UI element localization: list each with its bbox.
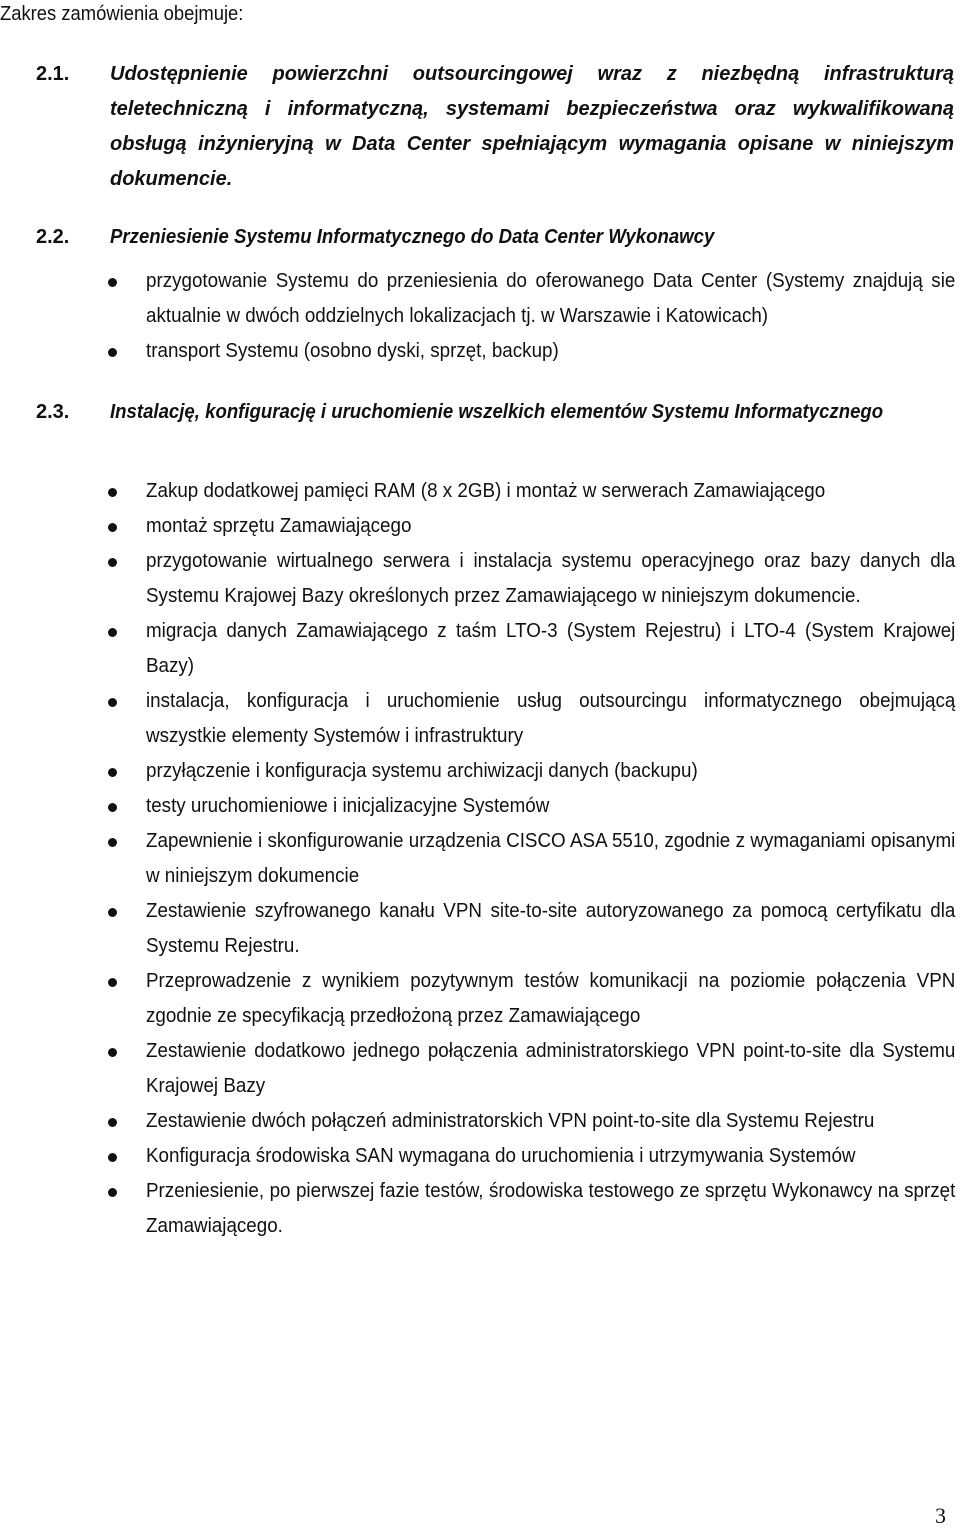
section-2-1 bbox=[36, 57, 954, 197]
list-item: testy uruchomieniowe i inicjalizacyjne Systemów bbox=[146, 789, 955, 824]
bullet-icon bbox=[108, 1188, 117, 1197]
list-item: Zapewnienie i skonfigurowanie urządzenia CISCO ASA 5510, zgodnie z wymaganiami opisanymi w niniejszym dokumencie bbox=[146, 824, 955, 894]
list-item: Zestawienie szyfrowanego kanału VPN site-to-site autoryzowanego za pomocą certyfikatu dla Systemu Rejestru. bbox=[146, 894, 955, 964]
list-item: Przeprowadzenie z wynikiem pozytywnym testów komunikacji na poziomie połączenia VPN zgodnie ze specyfikacją przedłożoną przez Zamawiającego bbox=[146, 964, 955, 1034]
intro-heading: Zakres zamówienia obejmuje: bbox=[0, 3, 244, 25]
list-item: Zestawienie dwóch połączeń administratorskich VPN point-to-site dla Systemu Rejestru bbox=[146, 1104, 955, 1139]
page-number: 3 bbox=[935, 1503, 946, 1528]
bullet-list-2-2 bbox=[146, 264, 955, 369]
list-item: Konfiguracja środowiska SAN wymagana do uruchomienia i utrzymywania Systemów bbox=[146, 1139, 955, 1174]
bullet-icon bbox=[108, 908, 117, 917]
bullet-icon bbox=[108, 348, 117, 357]
list-item: montaż sprzętu Zamawiającego bbox=[146, 509, 955, 544]
list-item: migracja danych Zamawiającego z taśm LTO-3 (System Rejestru) i LTO-4 (System Krajowej Bazy) bbox=[146, 614, 955, 684]
section-number: 2.1. bbox=[36, 63, 70, 85]
list-item: przygotowanie Systemu do przeniesienia do oferowanego Data Center (Systemy znajdują sie aktualnie w dwóch oddzielnych lokalizacjach tj. w Warszawie i Katowicach) bbox=[146, 264, 955, 334]
bullet-icon bbox=[108, 558, 117, 567]
bullet-icon bbox=[108, 698, 117, 707]
bullet-list-2-3 bbox=[146, 474, 955, 1244]
bullet-icon bbox=[108, 1153, 117, 1162]
bullet-icon bbox=[108, 978, 117, 987]
section-2-2 bbox=[36, 220, 954, 255]
section-2-3 bbox=[36, 395, 954, 430]
list-item: instalacja, konfiguracja i uruchomienie usług outsourcingu informatycznego obejmującą wszystkie elementy Systemów i infrastruktury bbox=[146, 684, 955, 754]
list-item: Zakup dodatkowej pamięci RAM (8 x 2GB) i montaż w serwerach Zamawiającego bbox=[146, 474, 955, 509]
section-title: Instalację, konfigurację i uruchomienie wszelkich elementów Systemu Informatycznego bbox=[110, 401, 884, 423]
bullet-icon bbox=[108, 768, 117, 777]
bullet-icon bbox=[108, 1048, 117, 1057]
section-title: Przeniesienie Systemu Informatycznego do Data Center Wykonawcy bbox=[110, 226, 715, 248]
section-number: 2.3. bbox=[36, 401, 70, 423]
bullet-icon bbox=[108, 803, 117, 812]
bullet-icon bbox=[108, 523, 117, 532]
bullet-icon bbox=[108, 628, 117, 637]
list-item: Przeniesienie, po pierwszej fazie testów, środowiska testowego ze sprzętu Wykonawcy na sprzęt Zamawiającego. bbox=[146, 1174, 955, 1244]
section-title: Udostępnienie powierzchni outsourcingowej wraz z niezbędną infrastrukturą teletechniczną i informatyczną, systemami bezpieczeństwa oraz wykwalifikowaną obsługą inżynieryjną w Data Center spełniającym wymagania opisane w niniejszym dokumencie. bbox=[110, 63, 954, 190]
list-item: przygotowanie wirtualnego serwera i instalacja systemu operacyjnego oraz bazy danych dla Systemu Krajowej Bazy określonych przez Zamawiającego w niniejszym dokumencie. bbox=[146, 544, 955, 614]
bullet-icon bbox=[108, 278, 117, 287]
bullet-icon bbox=[108, 838, 117, 847]
list-item: przyłączenie i konfiguracja systemu archiwizacji danych (backupu) bbox=[146, 754, 955, 789]
list-item: Zestawienie dodatkowo jednego połączenia administratorskiego VPN point-to-site dla Systemu Krajowej Bazy bbox=[146, 1034, 955, 1104]
bullet-icon bbox=[108, 488, 117, 497]
bullet-icon bbox=[108, 1118, 117, 1127]
section-number: 2.2. bbox=[36, 226, 70, 248]
list-item: transport Systemu (osobno dyski, sprzęt, backup) bbox=[146, 334, 955, 369]
